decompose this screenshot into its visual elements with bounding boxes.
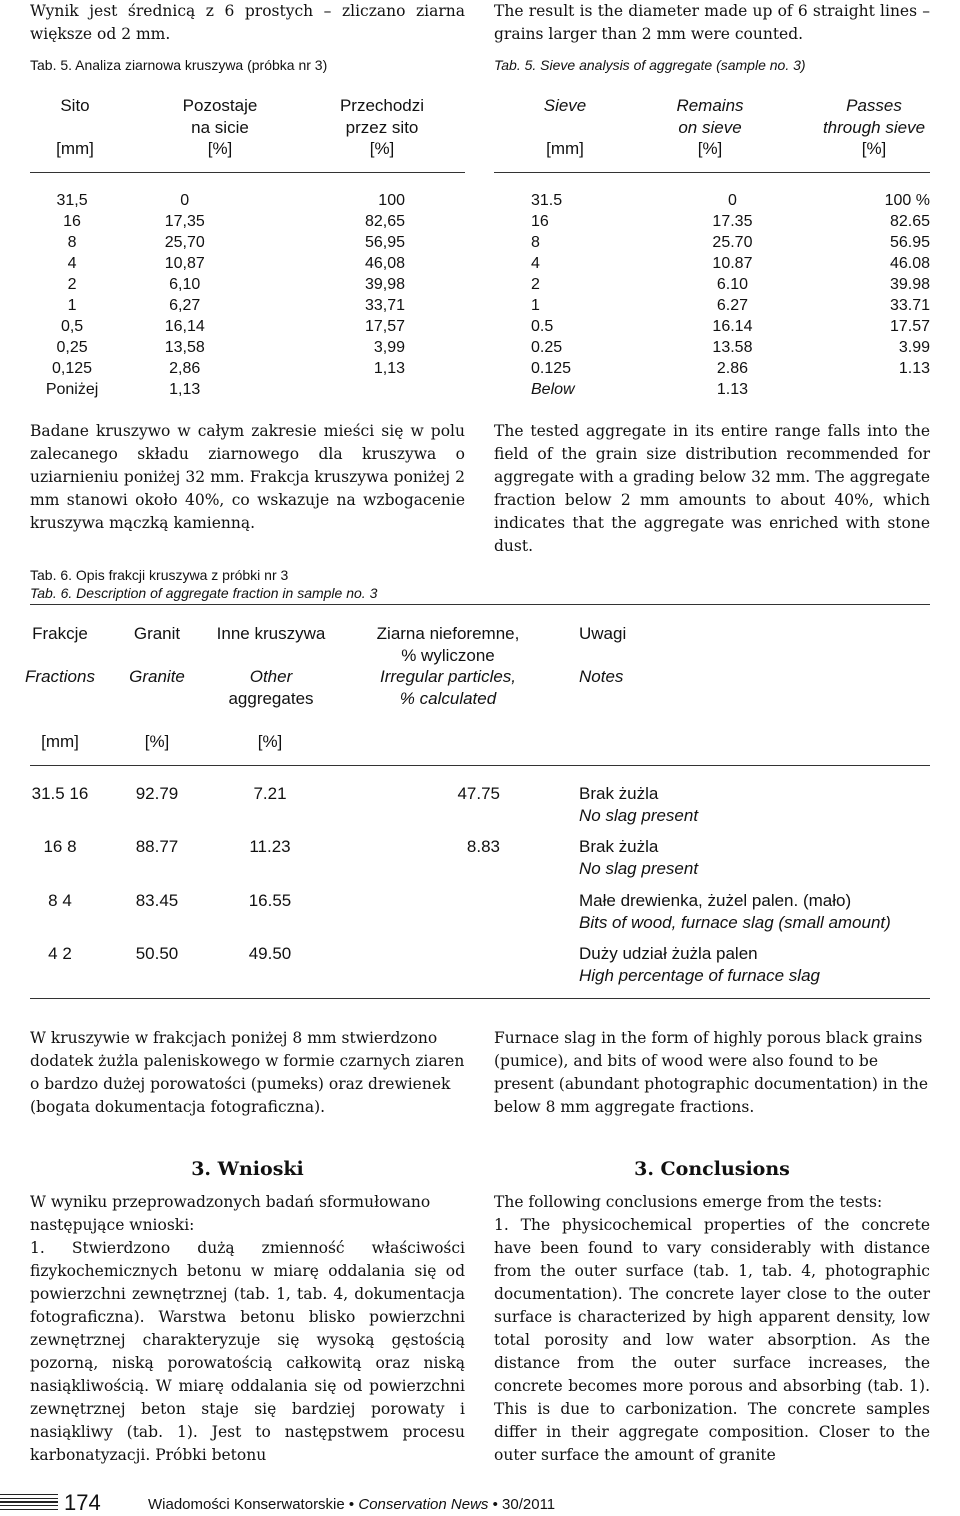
table-row [30,379,450,400]
table-cell: Poniżej [45,381,99,398]
table-cell: 0,25 [56,339,88,356]
table-cell: 2 [531,276,540,293]
tab5-pl-header-sieve [30,95,120,160]
header-line: Granite [129,667,185,686]
tab6-cell-note-pl: Duży udział żużla palen [579,944,758,963]
table-cell: 0.125 [531,360,572,377]
tab5-en-header-remains [650,95,770,160]
table-cell: 10,87 [164,255,205,272]
tab6-cell-granite: 88.77 [135,837,179,856]
table-cell: 1,13 [373,360,405,377]
table-cell: 33.71 [889,297,930,314]
table-row [30,232,450,253]
header-line: [mm] [56,139,94,158]
tab6-cell-fraction: 16 8 [43,837,77,856]
header-line: [%] [207,139,233,158]
conclusions-item-pl: 1. Stwierdzono dużą zmienność właściwości fizykochemicznych betonu w miarę oddalania się od powierzchni zewnętrznej (tab. 1, tab. 4, dokumentacja fotograficzna). Warstwa betonu blisko powierzchni zewnętrznej charakteryzuje się wysoką gęstością pozorną, niską porowatością całkowitą oraz niską nasiąkliwością. W miarę oddalania się od powierzchni zewnętrznej beton staje się bardziej porowaty i nasiąkliwy (tab. 1). Jest to następstwem procesu karbonatyzacji. Próbki betonu [30,1239,465,1464]
table-cell: 0.5 [531,318,554,335]
table-cell: 31.5 [531,192,563,209]
header-line: [%] [697,139,723,158]
table-cell: 17.57 [889,318,930,335]
header-line: Fractions [25,667,95,686]
table-row [494,232,930,253]
tab6-cell-note-en: Bits of wood, furnace slag (small amount) [579,912,891,932]
para1-pl: Badane kruszywo w całym zakresie mieści się w polu zalecanego składu ziarnowego dla kruszywa o uziarnieniu poniżej 32 mm. Frakcja kruszywa poniżej 2 mm stanowi około 40%, co wskazuje na wzbogacenie kruszywa mączką kamienną. [30,422,465,532]
table-cell: 39.98 [889,276,930,293]
table-cell: 6.27 [716,297,749,314]
header-line: Uwagi [579,624,627,643]
tab6-cell-other: 49.50 [248,944,292,963]
table-cell: 82,65 [364,213,405,230]
header-line: na sicie [191,117,249,137]
header-line: Notes [579,667,624,686]
journal-footer [148,1495,555,1515]
table-cell: 13,58 [164,339,205,356]
table-cell: 2 [67,276,77,293]
table-cell: 8 [67,234,77,251]
table-row [30,253,450,274]
table-row [30,316,450,337]
header-line: [%] [861,139,887,158]
table-row [30,295,450,316]
conclusions-heading-en: 3. Conclusions [634,1158,790,1180]
header-line: Inne kruszywa [216,624,326,643]
table-cell: 3.99 [898,339,930,356]
tab6-cell-granite: 92.79 [135,784,179,803]
journal-name-pl: Wiadomości Konserwatorskie [148,1496,345,1513]
table-cell: 6.10 [716,276,749,293]
tab5-caption-en: Tab. 5. Sieve analysis of aggregate (sample no. 3) [494,57,806,73]
table-cell: 1,13 [169,381,201,398]
table-cell: 0.25 [531,339,563,356]
table-cell: 6,10 [169,276,201,293]
tab5-en-header-passes [800,95,948,160]
tab6-header-irregular [356,623,540,709]
tab6-caption-pl: Tab. 6. Opis frakcji kruszywa z próbki nr 3 [30,567,289,583]
table-cell: 2.86 [716,360,749,377]
tab6-unit-granite: [%] [144,732,170,751]
table-cell: 25,70 [164,234,205,251]
conclusions-heading-pl: 3. Wnioski [191,1158,304,1180]
table-cell [255,379,450,400]
tab6-cell-granite: 50.50 [135,944,179,963]
header-line: [mm] [546,139,584,158]
header-line: Sito [60,96,90,115]
tab5-caption-pl: Tab. 5. Analiza ziarnowa kruszywa (próbka nr 3) [30,57,328,73]
table-cell: 2,86 [169,360,201,377]
tab6-unit-other: [%] [257,732,283,751]
header-line: Pozostaje [182,96,258,115]
table-cell: 16,14 [164,318,205,335]
tab6-unit-mm: [mm] [41,732,79,751]
header-line: % wyliczone [401,645,495,665]
table-row [494,274,930,295]
table-cell: 1 [67,297,77,314]
table-cell: 3,99 [373,339,405,356]
intro-text-pl: Wynik jest średnicą z 6 prostych – zliczano ziarna większe od 2 mm. [30,2,465,43]
tab6-cell-granite: 83.45 [135,891,179,910]
table-row [494,379,930,400]
table-cell: 82.65 [889,213,930,230]
table-cell: 6,27 [169,297,201,314]
para1-en: The tested aggregate in its entire range falls into the field of the grain size distribution recommended for aggregate with a grading below 32 mm. The aggregate fraction below 2 mm amounts to about 40%, which indicates that the aggregate was enriched with stone dust. [494,422,930,555]
header-line: on sieve [678,117,742,137]
header-line: Irregular particles, [379,667,517,686]
conclusions-lead-pl: W wyniku przeprowadzonych badań sformułowano następujące wnioski: [30,1193,431,1234]
table-cell: 46.08 [889,255,930,272]
header-line: Passes [846,96,902,115]
journal-issue: 30/2011 [502,1496,556,1513]
header-line: Przechodzi [339,96,425,115]
tab6-header-notes [579,623,779,688]
tab6-caption-en: Tab. 6. Description of aggregate fraction in sample no. 3 [30,585,378,601]
intro-text-en: The result is the diameter made up of 6 straight lines – grains larger than 2 mm were counted. [494,2,930,43]
table-cell: 31,5 [56,192,88,209]
header-line: Frakcje [32,624,88,643]
table-cell: 17,35 [164,213,205,230]
bullet-separator: • [348,1496,355,1513]
table-row [30,337,450,358]
table-cell: 0,125 [52,360,93,377]
conclusions-item-en: 1. The physicochemical properties of the concrete have been found to vary considerably with distance from the outer surface (tab. 1, tab. 4, photographic documentation). The concrete layer close to the outer surface is characterized by high apparent density, low total porosity and low water absorption. As the distance from the outer surface increases, the concrete becomes more porous and absorbing (tab. 1). This is due to carbonization. The concrete samples differ in their aggregate composition. Closer to the outer surface the amount of granite [494,1216,930,1464]
tab5-pl-table [30,190,450,400]
table-cell: 100 [378,192,405,209]
tab6-header-fractions [20,623,100,688]
tab6-cell-irregular: 47.75 [457,784,500,803]
tab6-top-rule [30,604,930,605]
para2-en: Furnace slag in the form of highly porous black grains (pumice), and bits of wood were also found to be present (abundant photographic documentation) in the below 8 mm aggregate fractions. [494,1029,929,1116]
header-line: % calculated [399,688,497,708]
table-row [494,253,930,274]
header-line: [%] [369,139,395,158]
header-line: Other [249,667,293,686]
table-cell: 17,57 [364,318,405,335]
table-cell: 1.13 [716,381,749,398]
page-number: 174 [64,1490,101,1515]
table-cell: 0 [728,192,737,209]
header-line: Sieve [543,96,587,115]
tab6-cell-other: 16.55 [248,891,292,910]
tab6-cell-other: 11.23 [249,837,291,856]
tab6-header-other [205,623,337,709]
journal-name-en: Conservation News [358,1496,489,1513]
tab6-cell-note-en: No slag present [579,805,699,825]
table-cell: 33,71 [364,297,405,314]
para2-pl: W kruszywie w frakcjach poniżej 8 mm stwierdzono dodatek żużla paleniskowego w formie czarnych ziaren o bardzo dużej porowatości (pumeks) oraz drewienek (bogata dokumentacja fotograficzna). [30,1029,465,1116]
tab6-header-granite [117,623,197,688]
table-cell: 10.87 [712,255,753,272]
table-cell: 0,5 [60,318,84,335]
table-cell: 100 % [884,192,930,209]
table-cell: 16 [63,213,81,230]
table-row [30,274,450,295]
tab6-cell-note-en: High percentage of furnace slag [579,965,820,985]
table-cell: 56.95 [889,234,930,251]
tab6-cell-fraction: 8 4 [48,891,72,910]
tab6-cell-fraction: 4 2 [48,944,72,963]
table-cell: 46,08 [364,255,405,272]
table-cell: 4 [531,255,540,272]
tab5-en-header-sieve [520,95,610,160]
header-line: Remains [676,96,744,115]
table-row [494,295,930,316]
tab5-pl-header-remains [160,95,280,160]
table-cell: 39,98 [364,276,405,293]
tab5-en-table [494,190,930,400]
header-line: przez sito [345,117,419,137]
table-cell: 8 [531,234,540,251]
table-row [494,190,930,211]
table-cell: 16 [531,213,549,230]
table-row [494,316,930,337]
table-cell: 16.14 [712,318,753,335]
tab6-cell-note-en: No slag present [579,858,699,878]
tab6-cell-note-pl: Brak żużla [579,837,659,856]
tab6-cell-other: 7.21 [253,784,287,803]
table-cell: 56,95 [364,234,405,251]
table-cell: 13.58 [712,339,753,356]
tab6-cell-note-pl: Brak żużla [579,784,659,803]
table-row [30,190,450,211]
header-line: Granit [133,624,181,643]
table-cell: 0 [180,192,190,209]
tab5-en-divider [494,172,930,173]
table-cell: 1.13 [898,360,930,377]
tab5-pl-divider [30,172,465,173]
bullet-separator: • [492,1496,498,1513]
tab6-cell-note-pl: Małe drewienka, żużel palen. (mało) [579,891,852,910]
header-line: through sieve [822,117,926,137]
header-line: aggregates [228,688,314,708]
table-cell: 17.35 [712,213,753,230]
table-row [494,211,930,232]
tab6-mid-rule [30,765,930,766]
table-cell: Below [531,381,575,398]
header-line: Ziarna nieforemne, [376,624,520,643]
table-row [30,211,450,232]
tab5-pl-header-passes [322,95,442,160]
tab6-cell-irregular: 8.83 [466,837,500,856]
table-cell: 1 [531,297,540,314]
footer-rule-lines [0,1494,58,1514]
tab6-bottom-rule [30,998,930,999]
table-cell [805,379,930,400]
table-row [494,358,930,379]
table-cell: 4 [67,255,77,272]
conclusions-lead-en: The following conclusions emerge from the tests: [494,1193,883,1211]
table-cell: 25.70 [712,234,753,251]
table-row [30,358,450,379]
tab6-cell-fraction: 31.5 16 [31,784,89,803]
table-row [494,337,930,358]
